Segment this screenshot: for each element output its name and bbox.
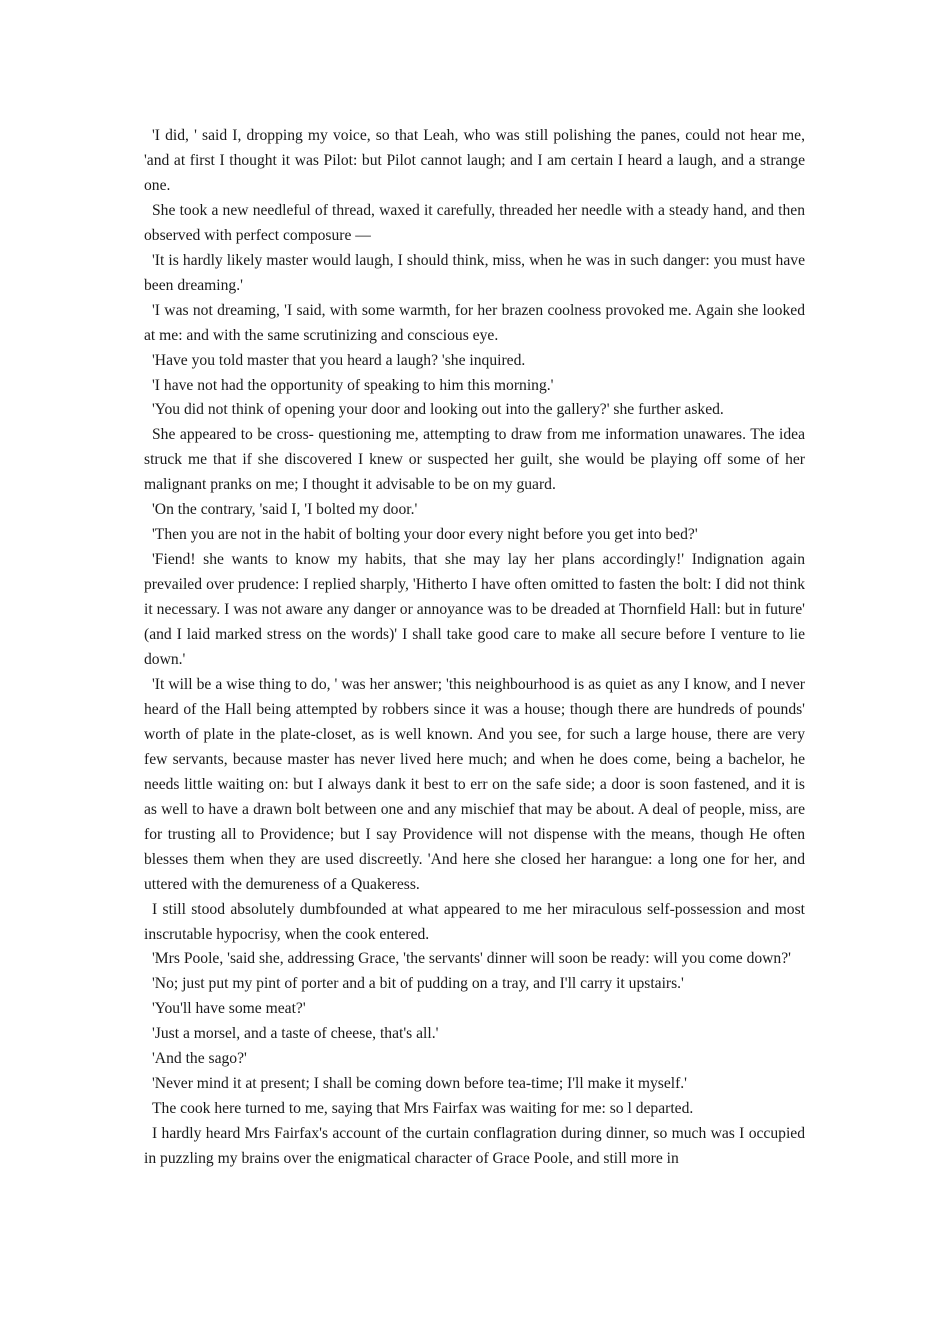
paragraph: The cook here turned to me, saying that Mrs Fairfax was waiting for me: so l departed. — [152, 1100, 694, 1118]
paragraph: 'It will be a wise thing to do, ' was her answer; 'this neighbourhood is as quiet as any I know, and I never heard of the Hall being attempted by robbers since it was a house; though there are hundreds of pounds' worth of plate in the plate-closet, as is well known. And you see, for such a large house, there are very few servants, because master has never lived here much; and when he does come, being a bachelor, he needs little waiting on: but I always dank it best to err on the safe side; a door is soon fastened, and it is as well to have a drawn bolt between one and any mischief that may be about. A deal of people, miss, are for trusting all to Providence; but I say Providence will not dispense with the means, though He often blesses them when they are used discreetly. 'And here she closed her harangue: a long one for her, and uttered with the demureness of a Quakeress. — [144, 675, 805, 893]
paragraph: 'No; just put my pint of porter and a bit of pudding on a tray, and I'll carry it upstairs.' — [152, 975, 684, 993]
paragraph: 'You'll have some meat?' — [152, 1000, 306, 1018]
paragraph: 'I have not had the opportunity of speaking to him this morning.' — [152, 376, 554, 394]
paragraph: 'On the contrary, 'said I, 'I bolted my door.' — [152, 501, 418, 519]
paragraph: 'Just a morsel, and a taste of cheese, that's all.' — [152, 1025, 439, 1043]
paragraph: 'And the sago?' — [152, 1050, 247, 1068]
paragraph: 'Fiend! she wants to know my habits, that she may lay her plans accordingly!' Indignation again prevailed over prudence: I replied sharply, 'Hitherto I have often omitted to fasten the bolt: I did not think it necessary. I was not aware any danger or annoyance was to be dreaded at Thornfield Hall: but in future' (and I laid marked stress on the words)' I shall take good care to make all secure before I venture to lie down.' — [144, 551, 805, 669]
paragraph: 'I did, ' said I, dropping my voice, so that Leah, who was still polishing the panes, could not hear me, 'and at first I thought it was Pilot: but Pilot cannot laugh; and I am certain I heard a laugh, and a strange one. — [144, 127, 805, 194]
paragraph: 'Have you told master that you heard a laugh? 'she inquired. — [152, 351, 526, 369]
paragraph: I hardly heard Mrs Fairfax's account of the curtain conflagration during dinner, so much was I occupied in puzzling my brains over the enigmatical character of Grace Poole, and still more in — [144, 1125, 805, 1168]
paragraph: 'It is hardly likely master would laugh, I should think, miss, when he was in such danger: you must have been dreaming.' — [144, 251, 805, 294]
paragraph: I still stood absolutely dumbfounded at what appeared to me her miraculous self-possession and most inscrutable hypocrisy, when the cook entered. — [144, 900, 805, 943]
paragraph: She took a new needleful of thread, waxed it carefully, threaded her needle with a steady hand, and then observed with perfect composure — — [144, 201, 805, 244]
document-page — [144, 124, 805, 1172]
paragraph: 'I was not dreaming, 'I said, with some warmth, for her brazen coolness provoked me. Again she looked at me: and with the same scrutinizing and conscious eye. — [144, 301, 805, 344]
paragraph: 'Then you are not in the habit of bolting your door every night before you get into bed?' — [152, 526, 698, 544]
paragraph: 'Mrs Poole, 'said she, addressing Grace, 'the servants' dinner will soon be ready: will you come down?' — [152, 950, 791, 968]
paragraph: 'Never mind it at present; I shall be coming down before tea-time; I'll make it myself.' — [152, 1075, 687, 1093]
paragraph: She appeared to be cross- questioning me, attempting to draw from me information unawares. The idea struck me that if she discovered I knew or suspected her guilt, she would be playing off some of her malignant pranks on me; I thought it advisable to be on my guard. — [144, 426, 805, 494]
paragraph: 'You did not think of opening your door and looking out into the gallery?' she further asked. — [152, 401, 724, 419]
